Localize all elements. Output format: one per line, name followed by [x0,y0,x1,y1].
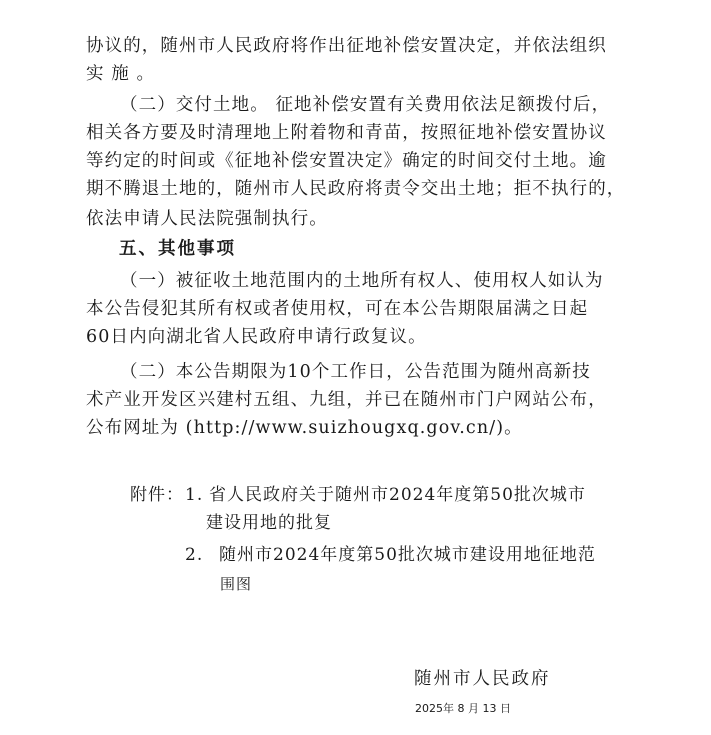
attachment-number: 1. [185,485,204,505]
paragraph-line: 术产业开发区兴建村五组、九组，并已在随州市门户网站公布， [86,390,607,410]
attachment-title: 随州市2024年度第50批次城市建设用地征地范 [219,545,596,565]
attachments-label: 附件： [130,485,184,505]
issue-date: 2025年 8 月 13 日 [415,702,511,715]
section-heading: 五、其他事项 [119,239,236,259]
attachment-title: 建设用地的批复 [206,513,332,533]
paragraph-line: 相关各方要及时清理地上附着物和青苗，按照征地补偿安置协议 [86,123,607,143]
paragraph-line: （二）交付土地。 征地补偿安置有关费用依法足额拨付后， [120,95,611,115]
paragraph-line: 期不腾退土地的，随州市人民政府将责令交出土地；拒不执行的， [86,179,626,199]
attachment-number: 2. [185,545,204,565]
paragraph-line: 依法申请人民法院强制执行。 [86,209,328,229]
issuer-name: 随州市人民政府 [414,669,551,689]
attachment-title: 围图 [220,575,253,593]
paragraph-line: 实 施 。 [86,64,156,84]
paragraph-line: 等约定的时间或《征地补偿安置决定》确定的时间交付土地。逾 [86,151,607,171]
paragraph-line: （二）本公告期限为10个工作日，公告范围为随州高新技 [120,362,591,382]
paragraph-line: 协议的，随州市人民政府将作出征地补偿安置决定，并依法组织 [86,36,607,56]
paragraph-line: 本公告侵犯其所有权或者使用权，可在本公告期限届满之日起 [86,299,589,319]
attachment-title: 省人民政府关于随州市2024年度第50批次城市 [209,485,586,505]
paragraph-line: 60日内向湖北省人民政府申请行政复议。 [86,327,427,347]
url-line: 公布网址为 (http://www.suizhougxq.gov.cn/)。 [86,418,523,438]
paragraph-line: （一）被征收土地范围内的土地所有权人、使用权人如认为 [120,271,604,291]
